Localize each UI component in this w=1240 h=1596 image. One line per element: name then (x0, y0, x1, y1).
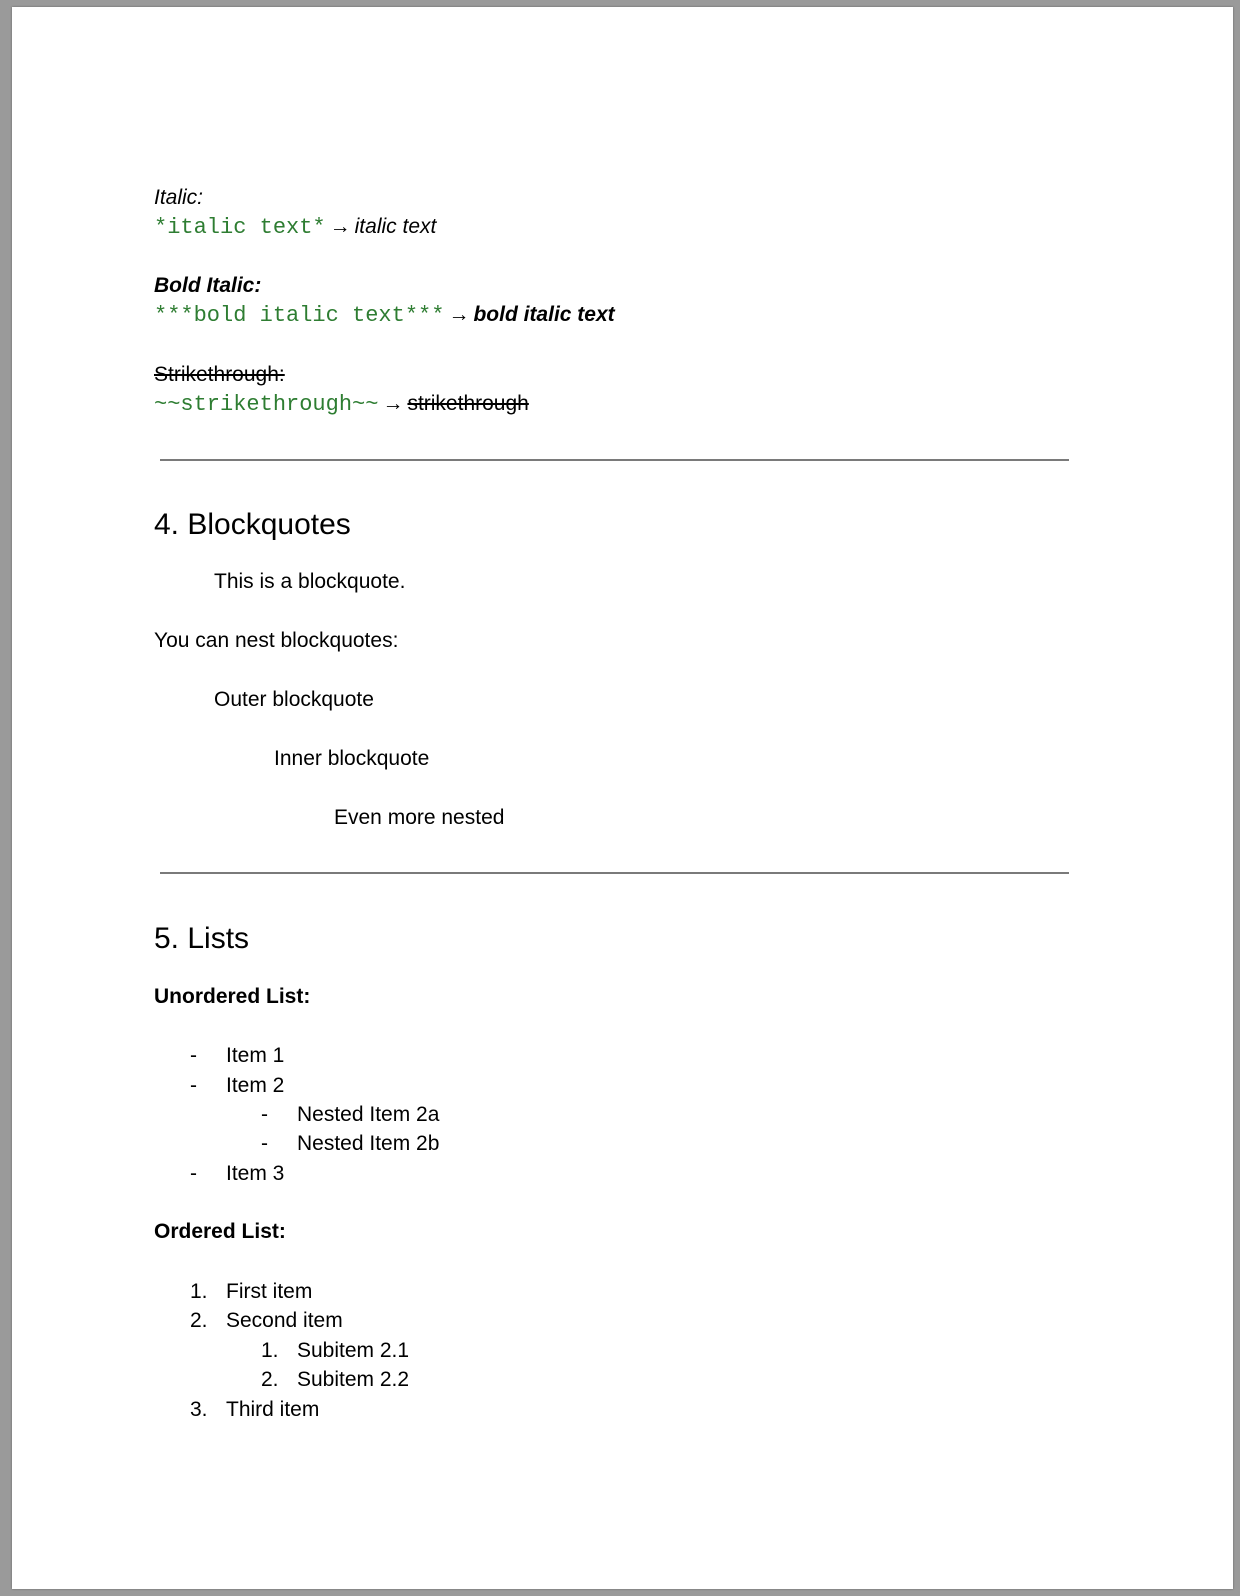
strikethrough-example (154, 391, 529, 418)
bold-italic-label: Bold Italic: (154, 274, 262, 297)
unordered-list-label: Unordered List: (154, 985, 311, 1008)
blockquote: This is a blockquote. (214, 570, 406, 593)
italic-label: Italic: (154, 186, 204, 209)
bold-italic-code: ***bold italic text*** (154, 303, 445, 328)
deepest-blockquote: Even more nested (334, 806, 505, 829)
arrow-icon: → (382, 392, 404, 415)
list-item-text: Subitem 2.2 (297, 1368, 410, 1391)
list-item-text: Nested Item 2a (297, 1103, 440, 1126)
list-number: 3. (190, 1398, 208, 1421)
list-number: 2. (190, 1309, 208, 1332)
italic-example (154, 214, 436, 241)
horizontal-rule (160, 872, 1069, 874)
dash-bullet-icon: - (190, 1074, 197, 1097)
list-item-text: Third item (226, 1398, 320, 1421)
list-item-text: Item 1 (226, 1044, 285, 1067)
italic-result: italic text (354, 215, 437, 238)
list-item-text: Item 3 (226, 1162, 285, 1185)
arrow-icon: → (329, 215, 351, 238)
list-number: 2. (261, 1368, 279, 1391)
ordered-list-label: Ordered List: (154, 1220, 286, 1243)
document-page (12, 7, 1233, 1589)
dash-bullet-icon: - (190, 1044, 197, 1067)
list-item-text: Second item (226, 1309, 343, 1332)
list-item-text: First item (226, 1280, 313, 1303)
list-item-text: Subitem 2.1 (297, 1339, 410, 1362)
strikethrough-label: Strikethrough: (154, 363, 285, 386)
nest-intro-text: You can nest blockquotes: (154, 629, 399, 652)
blockquotes-heading: 4. Blockquotes (154, 508, 351, 541)
list-number: 1. (190, 1280, 208, 1303)
inner-blockquote: Inner blockquote (274, 747, 430, 770)
lists-heading: 5. Lists (154, 922, 250, 955)
arrow-icon: → (448, 303, 470, 326)
strikethrough-code: ~~strikethrough~~ (154, 392, 379, 417)
list-item-text: Item 2 (226, 1074, 285, 1097)
dash-bullet-icon: - (261, 1103, 268, 1126)
italic-code: *italic text* (154, 215, 326, 240)
bold-italic-result: bold italic text (473, 303, 615, 326)
horizontal-rule (160, 459, 1069, 461)
strikethrough-result: strikethrough (407, 392, 529, 415)
dash-bullet-icon: - (261, 1132, 268, 1155)
dash-bullet-icon: - (190, 1162, 197, 1185)
outer-blockquote: Outer blockquote (214, 688, 374, 711)
list-number: 1. (261, 1339, 279, 1362)
bold-italic-example (154, 302, 615, 329)
list-item-text: Nested Item 2b (297, 1132, 440, 1155)
